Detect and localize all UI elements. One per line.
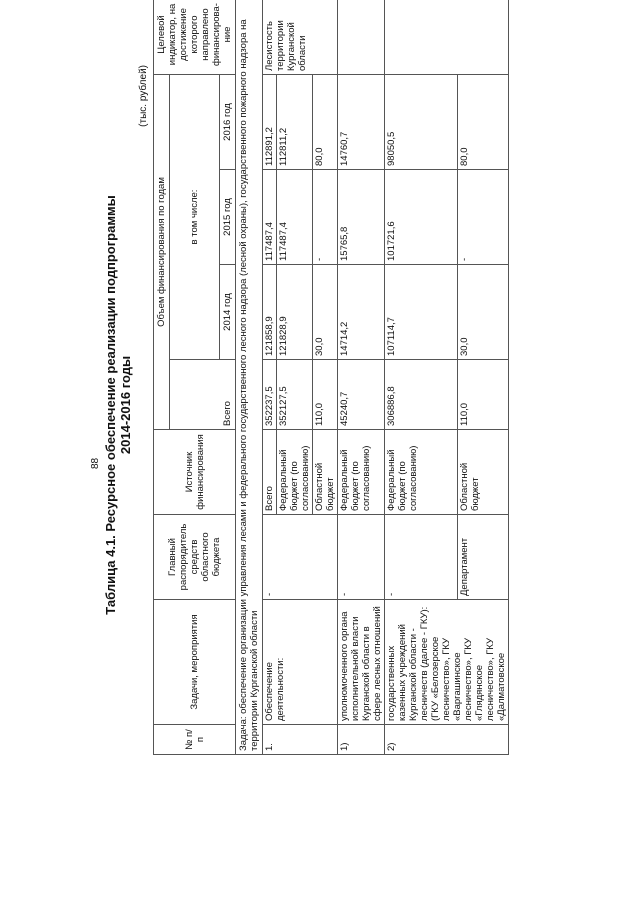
task-text: Задача: обеспечение организации управления лесами и федерального государственного лесного надзора (лесной охраны), государственного пожарного надзора на территории Курганской области (236, 0, 263, 755)
table-row (385, 0, 458, 755)
header-row-1 (154, 0, 170, 755)
cell-2016: 80,0 (313, 75, 338, 170)
cell-admin: Департамент (458, 515, 509, 600)
cell-indicator: Лесистость территории Курганской области (263, 0, 338, 75)
cell-source: Всего (263, 430, 277, 515)
header-2015: 2015 год (220, 170, 236, 265)
page-number: 88 (90, 457, 101, 469)
cell-indicator (338, 0, 385, 75)
table-title (103, 25, 133, 785)
cell-indicator (385, 0, 509, 75)
cell-2014: 30,0 (313, 265, 338, 360)
cell-admin: - (263, 515, 338, 600)
cell-admin: - (338, 515, 385, 600)
cell-2014: 107114,7 (385, 265, 458, 360)
cell-task: уполномоченного органа исполнительной власти Курганской области в сфере лесных отношений (338, 600, 385, 725)
header-including: в том числе: (170, 75, 220, 360)
title-line-2: 2014-2016 годы (118, 355, 133, 455)
cell-2015: 117487,4 (277, 170, 313, 265)
header-total: Всего (170, 360, 236, 430)
cell-2015: - (313, 170, 338, 265)
cell-2016: 112891,2 (263, 75, 277, 170)
cell-task: государственных казенных учреждений Курганской области - лесничеств (далее - ГКУ): (ГКУ «Белозерское лесничество», ГКУ «Варгашинское лесничество», ГКУ «Глядянское лесничество», ГКУ «Далматовское (385, 600, 509, 725)
header-administrator: Главный распорядитель средств областного бюджета (154, 515, 236, 600)
cell-source: Областной бюджет (458, 430, 509, 515)
cell-num: 2) (385, 725, 509, 755)
cell-source: Федеральный бюджет (по согласованию) (385, 430, 458, 515)
cell-total: 352237,5 (263, 360, 277, 430)
cell-2016: 80,0 (458, 75, 509, 170)
cell-2014: 14714,2 (338, 265, 385, 360)
header-2014: 2014 год (220, 265, 236, 360)
cell-2015: 101721,6 (385, 170, 458, 265)
header-source: Источник финансирования (154, 430, 236, 515)
task-row (236, 0, 263, 755)
table-row (338, 0, 385, 755)
cell-task: Обеспечение деятельности: (263, 600, 338, 725)
cell-total: 352127,5 (277, 360, 313, 430)
cell-total: 110,0 (313, 360, 338, 430)
header-volume: Объем финансирования по годам (154, 75, 170, 430)
header-tasks: Задачи, мероприятия (154, 600, 236, 725)
cell-2015: 15765,8 (338, 170, 385, 265)
header-2016: 2016 год (220, 75, 236, 170)
unit-label: (тыс. рублей) (138, 65, 149, 127)
cell-source: Федеральный бюджет (по согласованию) (338, 430, 385, 515)
cell-2016: 112811,2 (277, 75, 313, 170)
header-num: № п/п (154, 725, 236, 755)
cell-source: Федеральный бюджет (по согласованию) (277, 430, 313, 515)
cell-2014: 121828,9 (277, 265, 313, 360)
cell-2015: - (458, 170, 509, 265)
table-row (263, 0, 277, 755)
header-indicator: Целевой индикатор, на достижение которого направлено финансирова-ние (154, 0, 236, 75)
cell-total: 110,0 (458, 360, 509, 430)
cell-source: Областной бюджет (313, 430, 338, 515)
cell-2014: 30,0 (458, 265, 509, 360)
cell-2014: 121858,9 (263, 265, 277, 360)
cell-total: 306886,8 (385, 360, 458, 430)
cell-2015: 117487,4 (263, 170, 277, 265)
resource-table (153, 0, 509, 755)
cell-total: 45240,7 (338, 360, 385, 430)
cell-2016: 98050,5 (385, 75, 458, 170)
title-line-1: Таблица 4.1. Ресурсное обеспечение реализации подпрограммы (103, 195, 118, 615)
cell-num: 1) (338, 725, 385, 755)
cell-num: 1. (263, 725, 338, 755)
cell-2016: 14760,7 (338, 75, 385, 170)
cell-admin: - (385, 515, 458, 600)
